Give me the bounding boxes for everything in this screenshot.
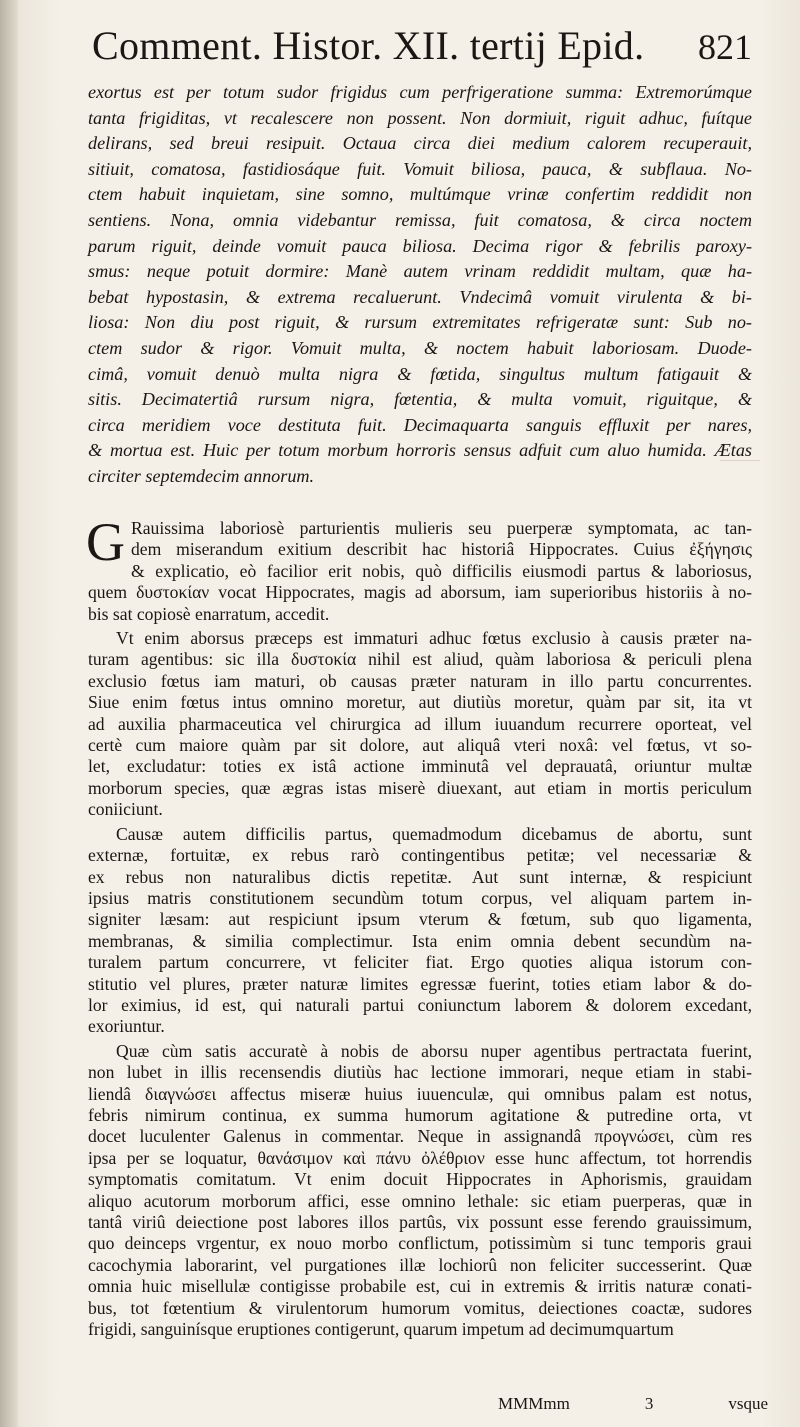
commentary-line: exoriuntur.: [88, 1016, 165, 1037]
catchword: vsque: [728, 1394, 768, 1413]
commentary-line: Quæ cùm satis accuratè à nobis de aborsu nuper agentibus pertractata fuerint,: [116, 1040, 752, 1061]
case-line: ctem habuit inquietam, sine somno, multúmque vrinæ confertim reddidit non: [88, 184, 752, 205]
commentary-line: stitutio vel plures, præter naturæ limites egressæ fuerint, toties etiam labor & do-: [88, 973, 752, 994]
commentary-line: Rauissima laboriosè parturientis mulieris seu puerperæ symptomata, ac tan-: [131, 518, 752, 538]
show-through-mark: [720, 460, 760, 481]
case-line: liosa: Non diu post riguit, & rursum extremitates refrigeratæ sunt: Sub no-: [88, 312, 752, 333]
commentary-line: Siue enim fœtus intus omnino moretur, aut diutiùs moretur, quàm par sit, ita vt: [88, 692, 752, 713]
commentary-paragraph: [88, 1041, 752, 1341]
case-line: cimâ, vomuit denuò multa nigra & fœtida, singultus multum fatigauit &: [88, 363, 752, 384]
case-line: parum riguit, deinde vomuit pauca biliosa. Decima rigor & febrilis paroxy-: [88, 235, 752, 256]
commentary-line: coniiciunt.: [88, 799, 163, 820]
page-gutter: [0, 0, 18, 1427]
commentary-line: turam agentibus: sic illa δυστοκία nihil est aliud, quàm laboriosa & periculi plena: [88, 649, 752, 670]
case-history-text: [88, 80, 752, 490]
commentary-line: certè cum maiore quàm par sit dolore, aut aliquâ vteri noxâ: vel fœtus, vt so-: [88, 735, 752, 756]
commentary-line: bus, tot fœtentium & virulentorum humorum vomitus, deiectiones coactæ, sudores: [88, 1297, 752, 1318]
case-line: circa meridiem voce destituta fuit. Decimaquarta sanguis effluxit per nares,: [88, 414, 752, 435]
page-header: [92, 22, 752, 74]
commentary-line: Causæ autem difficilis partus, quemadmodum dicebamus de abortu, sunt: [116, 823, 752, 844]
running-head: Comment. Histor. XII. tertij Epid.: [92, 23, 645, 68]
commentary-line: let, excludatur: toties ex istâ actione imminutâ vel deprauatâ, oriuntur multæ: [88, 756, 752, 777]
page-number: 821: [698, 27, 752, 67]
commentary-line: ipsa per se loquatur, θανάσιμον καὶ πάνυ ὀλέθριον esse hunc affectum, tot horrendis: [88, 1147, 752, 1168]
commentary-line: non lubet in illis recensendis diutiùs hac lectione immorari, neque etiam in stabi-: [88, 1062, 752, 1083]
commentary-line: frigidi, sanguinísque eruptiones contigerunt, quarum impetum ad decimumquartum: [88, 1319, 674, 1340]
signature-mark: MMMmm: [498, 1394, 570, 1413]
case-line: smus: neque potuit dormire: Manè autem vrinam reddidit multam, quæ ha-: [88, 261, 752, 282]
commentary-line: lor eximius, id est, qui naturali partui coniunctum laborem & dolorem excedant,: [88, 994, 752, 1015]
commentary-paragraph: [88, 628, 752, 821]
commentary-line: ex rebus non naturalibus dictis repetitæ. Aut sunt internæ, & respiciunt: [88, 866, 752, 887]
commentary-line: aliquo acutorum morborum affici, esse omnino lethale: sic etiam puerperas, quæ in: [88, 1190, 752, 1211]
commentary-line: exclusio fœtus iam maturi, ob causas præter naturam in illo partu concurrentes.: [88, 670, 752, 691]
case-line: sentiens. Nona, omnia videbantur remissa, fuit comatosa, & circa noctem: [88, 209, 752, 230]
commentary-line: febris nimirum continua, ex summa humorum agitatione & putredine orta, vt: [88, 1104, 752, 1125]
signature-line: [498, 1394, 768, 1414]
case-line: sitiuit, comatosa, fastidiosáque fuit. Vomuit biliosa, pauca, & subflaua. No-: [88, 158, 752, 179]
commentary-line: symptomatis comitatum. Vt enim docuit Hippocrates in Aphorismis, grauidam: [88, 1169, 752, 1190]
commentary-line: turalem partum concurrere, vt feliciter fiat. Ergo quoties aliqua istorum con-: [88, 952, 752, 973]
commentary-line: morborum species, quæ ægras istas miserè diuexant, aut etiam in mortis periculum: [88, 777, 752, 798]
case-line: bebat hypostasin, & extrema recaluerunt. Vndecimâ vomuit virulenta & bi-: [88, 286, 752, 307]
commentary-line: liendâ διαγνώσει affectus miseræ huius iuuenculæ, qui omnibus palam est notus,: [88, 1083, 752, 1104]
commentary-line: cacochymia laborarint, vel purgationes illæ lochiorû non feliciter successerint. Quæ: [88, 1254, 752, 1275]
case-line: sitis. Decimatertiâ rursum nigra, fœtentia, & multa vomuit, riguitque, &: [88, 389, 752, 410]
case-line: ctem sudor & rigor. Vomuit multa, & noctem habuit laboriosam. Duode-: [88, 337, 752, 358]
commentary-line: membranas, & similia complectimur. Ista enim omnia debent secundùm na-: [88, 930, 752, 951]
commentary-line: externæ, fortuitæ, ex rebus rarò contingentibus petitæ; vel necessariæ &: [88, 845, 752, 866]
commentary-paragraph: [86, 512, 752, 625]
commentary-line: docet luculenter Galenus in commentar. Neque in assignandâ προγνώσει, cùm res: [88, 1126, 752, 1147]
case-line: tanta frigiditas, vt recalescere non possent. Non dormiuit, riguit adhuc, fuítque: [88, 107, 752, 128]
commentary-line: bis sat copiosè enarratum, accedit.: [88, 603, 330, 624]
commentary-line: ad auxilia pharmaceutica vel chirurgica ad illum iuuandum recurrere oporteat, vel: [88, 713, 752, 734]
case-line: & mortua est. Huic per totum morbum horroris sensus adfuit cum aluo humida. Ætas: [88, 440, 752, 461]
case-line: exortus est per totum sudor frigidus cum perfrigeratione summa: Extremorúmque: [88, 82, 752, 102]
commentary-line: omnia huic misellulæ contigisse probabile est, cui in extremis & irritis naturæ conati-: [88, 1276, 752, 1297]
commentary-line: signiter læsam: aut respiciunt ipsum vterum & fœtum, sub quo ligamenta,: [88, 909, 752, 930]
commentary-line: & explicatio, eò facilior erit nobis, quò difficilis eiusmodi partus & laboriosus,: [131, 560, 752, 581]
case-line: circiter septemdecim annorum.: [88, 465, 315, 486]
commentary-text: [86, 512, 752, 1340]
signature-number: 3: [644, 1394, 654, 1413]
drop-cap: G: [86, 512, 125, 572]
commentary-line: ipsius matris constitutionem secundùm totum corpus, vel aliquam partem in-: [88, 887, 752, 908]
commentary-line: Vt enim aborsus præceps est immaturi adhuc fœtus exclusio à causis præter na-: [116, 628, 752, 649]
commentary-line: quem δυστοκίαν vocat Hippocrates, magis ad aborsum, iam superioribus historiis à no-: [88, 582, 752, 603]
commentary-line: quo deinceps vrgentur, ex nouo morbo conflictum, potissimùm si tunc temporis graui: [88, 1233, 752, 1254]
commentary-line: dem miserandum exitium describit hac historiâ Hippocrates. Cuius ἐξήγησις: [131, 539, 752, 560]
commentary-line: tantâ viriû deiectione post labores illos partûs, vix possunt esse ferendo grauissimum,: [88, 1212, 752, 1232]
commentary-paragraph: [88, 824, 752, 1038]
case-line: delirans, sed breui resipuit. Octaua circa diei medium calorem recuperauit,: [88, 133, 752, 154]
